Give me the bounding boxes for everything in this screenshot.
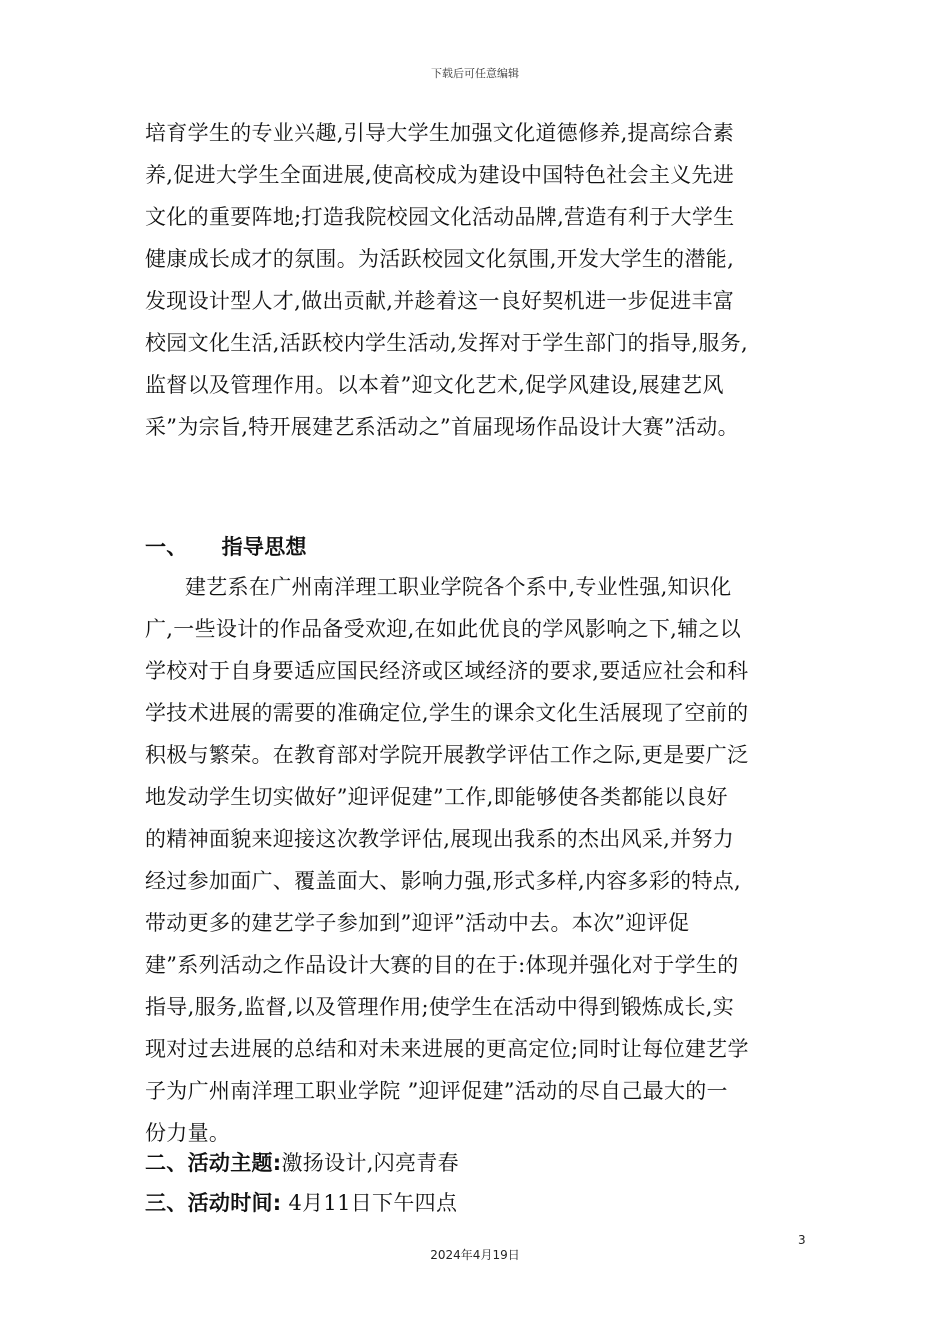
intro-line: 养,促进大学生全面进展,使高校成为建设中国特色社会主义先进: [145, 163, 735, 187]
intro-line: 采”为宗旨,特开展建艺系活动之”首届现场作品设计大赛”活动。: [145, 415, 739, 439]
section1-line: 学校对于自身要适应国民经济或区域经济的要求,要适应社会和科: [145, 659, 749, 683]
section1-line: 带动更多的建艺学子参加到”迎评”活动中去。本次”迎评促: [145, 911, 690, 935]
section1-line: 积极与繁荣。在教育部对学院开展教学评估工作之际,更是要广泛: [145, 743, 749, 767]
section1-line: 子为广州南洋理工职业学院 ”迎评促建”活动的尽自己最大的一: [145, 1079, 728, 1103]
intro-line: 校园文化生活,活跃校内学生活动,发挥对于学生部门的指导,服务,: [145, 331, 748, 355]
intro-line: 健康成长成才的氛围。为活跃校园文化氛围,开发大学生的潜能,: [145, 247, 735, 271]
section1-line: 指导,服务,监督,以及管理作用;使学生在活动中得到锻炼成长,实: [145, 995, 735, 1019]
section1-line: 的精神面貌来迎接这次教学评估,展现出我系的杰出风采,并努力: [145, 827, 735, 851]
section1-heading: [145, 532, 307, 562]
section2-line: [145, 1148, 459, 1178]
section1-line: 广,一些设计的作品备受欢迎,在如此优良的学风影响之下,辅之以: [145, 617, 742, 641]
section3-value: 4月11日下午四点: [281, 1191, 458, 1215]
page-header: 下载后可任意编辑: [431, 67, 519, 80]
section1-title: 指导思想: [221, 535, 307, 559]
section1-number: 一、: [145, 535, 188, 559]
section1-line: 份力量。: [145, 1121, 231, 1145]
section2-label: 二、活动主题:: [145, 1151, 282, 1175]
section1-line: 建”系列活动之作品设计大赛的目的在于:体现并强化对于学生的: [145, 953, 739, 977]
section2-value: 激扬设计,闪亮青春: [281, 1151, 459, 1175]
intro-line: 培育学生的专业兴趣,引导大学生加强文化道德修养,提高综合素: [145, 121, 735, 145]
section1-line: 地发动学生切实做好”迎评促建”工作,即能够使各类都能以良好: [145, 785, 728, 809]
page-number: 3: [798, 1233, 806, 1247]
section1-line: 建艺系在广州南洋理工职业学院各个系中,专业性强,知识化: [185, 575, 732, 599]
footer-date: 2024年4月19日: [430, 1248, 520, 1262]
intro-line: 文化的重要阵地;打造我院校园文化活动品牌,营造有利于大学生: [145, 205, 735, 229]
section1-line: 学技术进展的需要的准确定位,学生的课余文化生活展现了空前的: [145, 701, 749, 725]
intro-line: 监督以及管理作用。以本着”迎文化艺术,促学风建设,展建艺风: [145, 373, 724, 397]
section3-label: 三、活动时间:: [145, 1191, 282, 1215]
section1-line: 经过参加面广、覆盖面大、影响力强,形式多样,内容多彩的特点,: [145, 869, 742, 893]
intro-line: 发现设计型人才,做出贡献,并趁着这一良好契机进一步促进丰富: [145, 289, 735, 313]
section3-line: [145, 1188, 457, 1218]
section1-line: 现对过去进展的总结和对未来进展的更高定位;同时让每位建艺学: [145, 1037, 749, 1061]
